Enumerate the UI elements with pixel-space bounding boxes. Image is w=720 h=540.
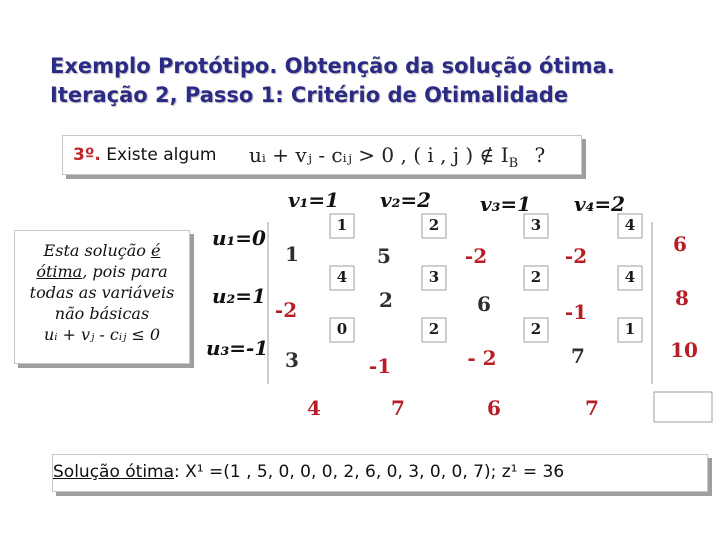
side-note-line2-underlined: ótima — [36, 262, 83, 281]
cost-2-4: 4 — [624, 268, 636, 286]
side-note-line5: uᵢ + vⱼ - cᵢⱼ ≤ 0 — [43, 325, 161, 344]
demand-2: 7 — [391, 396, 405, 420]
cost-3-1: 0 — [336, 320, 348, 338]
supply-1: 6 — [673, 232, 687, 256]
criterion-lead — [73, 145, 216, 165]
demand-1: 4 — [307, 396, 321, 420]
side-note-line2: , pois para — [82, 262, 168, 281]
side-note-line1: Esta solução — [43, 241, 151, 260]
cell-2-1: -2 — [274, 298, 298, 322]
total-box — [654, 392, 712, 422]
cost-3-4: 1 — [624, 320, 636, 338]
cell-3-3: - 2 — [467, 346, 497, 370]
demand-4: 7 — [585, 396, 599, 420]
demand-3: 6 — [487, 396, 501, 420]
criterion-step-label: 3º. — [73, 145, 101, 165]
v4-label: v₄=2 — [574, 192, 626, 216]
solution-box — [52, 454, 708, 492]
cell-1-1: 1 — [285, 242, 299, 266]
cell-2-4: -1 — [564, 300, 588, 324]
cost-2-1: 4 — [336, 268, 348, 286]
criterion-formula — [249, 143, 545, 171]
u2-label: u₂=1 — [212, 284, 266, 308]
criterion-box — [62, 135, 582, 175]
side-note-text — [15, 240, 189, 345]
supply-2: 8 — [675, 286, 689, 310]
solution-text — [53, 462, 564, 482]
criterion-formula-main: uᵢ + vⱼ - cᵢⱼ > 0 , ( i , j ) ∉ I — [249, 143, 509, 167]
cell-3-2: -1 — [368, 354, 392, 378]
u3-label: u₃=-1 — [206, 336, 269, 360]
supply-3: 10 — [670, 338, 698, 362]
side-note-box — [14, 230, 190, 364]
u1-label: u₁=0 — [212, 226, 266, 250]
v3-label: v₃=1 — [480, 192, 532, 216]
cost-2-2: 3 — [428, 268, 440, 286]
cell-1-3: -2 — [464, 244, 488, 268]
title-line-2: Iteração 2, Passo 1: Critério de Otimalidade — [50, 83, 569, 107]
cost-2-3: 2 — [530, 268, 542, 286]
v1-label: v₁=1 — [288, 188, 340, 212]
cell-1-4: -2 — [564, 244, 588, 268]
criterion-question-mark: ? — [534, 143, 546, 167]
cost-1-4: 4 — [624, 216, 636, 234]
criterion-formula-sub: B — [508, 156, 519, 171]
side-note-line1-underlined: é — [150, 241, 161, 260]
cost-3-3: 2 — [530, 320, 542, 338]
cost-1-3: 3 — [530, 216, 542, 234]
side-note-line4: não básicas — [54, 304, 150, 323]
criterion-text: Existe algum — [106, 145, 217, 165]
title-line-1: Exemplo Protótipo. Obtenção da solução ótima. — [50, 54, 615, 78]
cost-1-2: 2 — [428, 216, 440, 234]
solution-value: : X¹ =(1 , 5, 0, 0, 0, 2, 6, 0, 3, 0, 0, 7); z¹ = 36 — [174, 462, 565, 482]
cell-1-2: 5 — [377, 244, 391, 268]
side-note-line3: todas as variáveis — [29, 283, 175, 302]
slide-title — [50, 52, 615, 110]
cell-2-3: 6 — [477, 292, 491, 316]
cost-1-1: 1 — [336, 216, 348, 234]
cell-3-4: 7 — [571, 344, 585, 368]
solution-label: Solução ótima — [53, 462, 175, 482]
cell-2-2: 2 — [379, 288, 393, 312]
v2-label: v₂=2 — [380, 188, 432, 212]
cell-3-1: 3 — [285, 348, 299, 372]
cost-3-2: 2 — [428, 320, 440, 338]
